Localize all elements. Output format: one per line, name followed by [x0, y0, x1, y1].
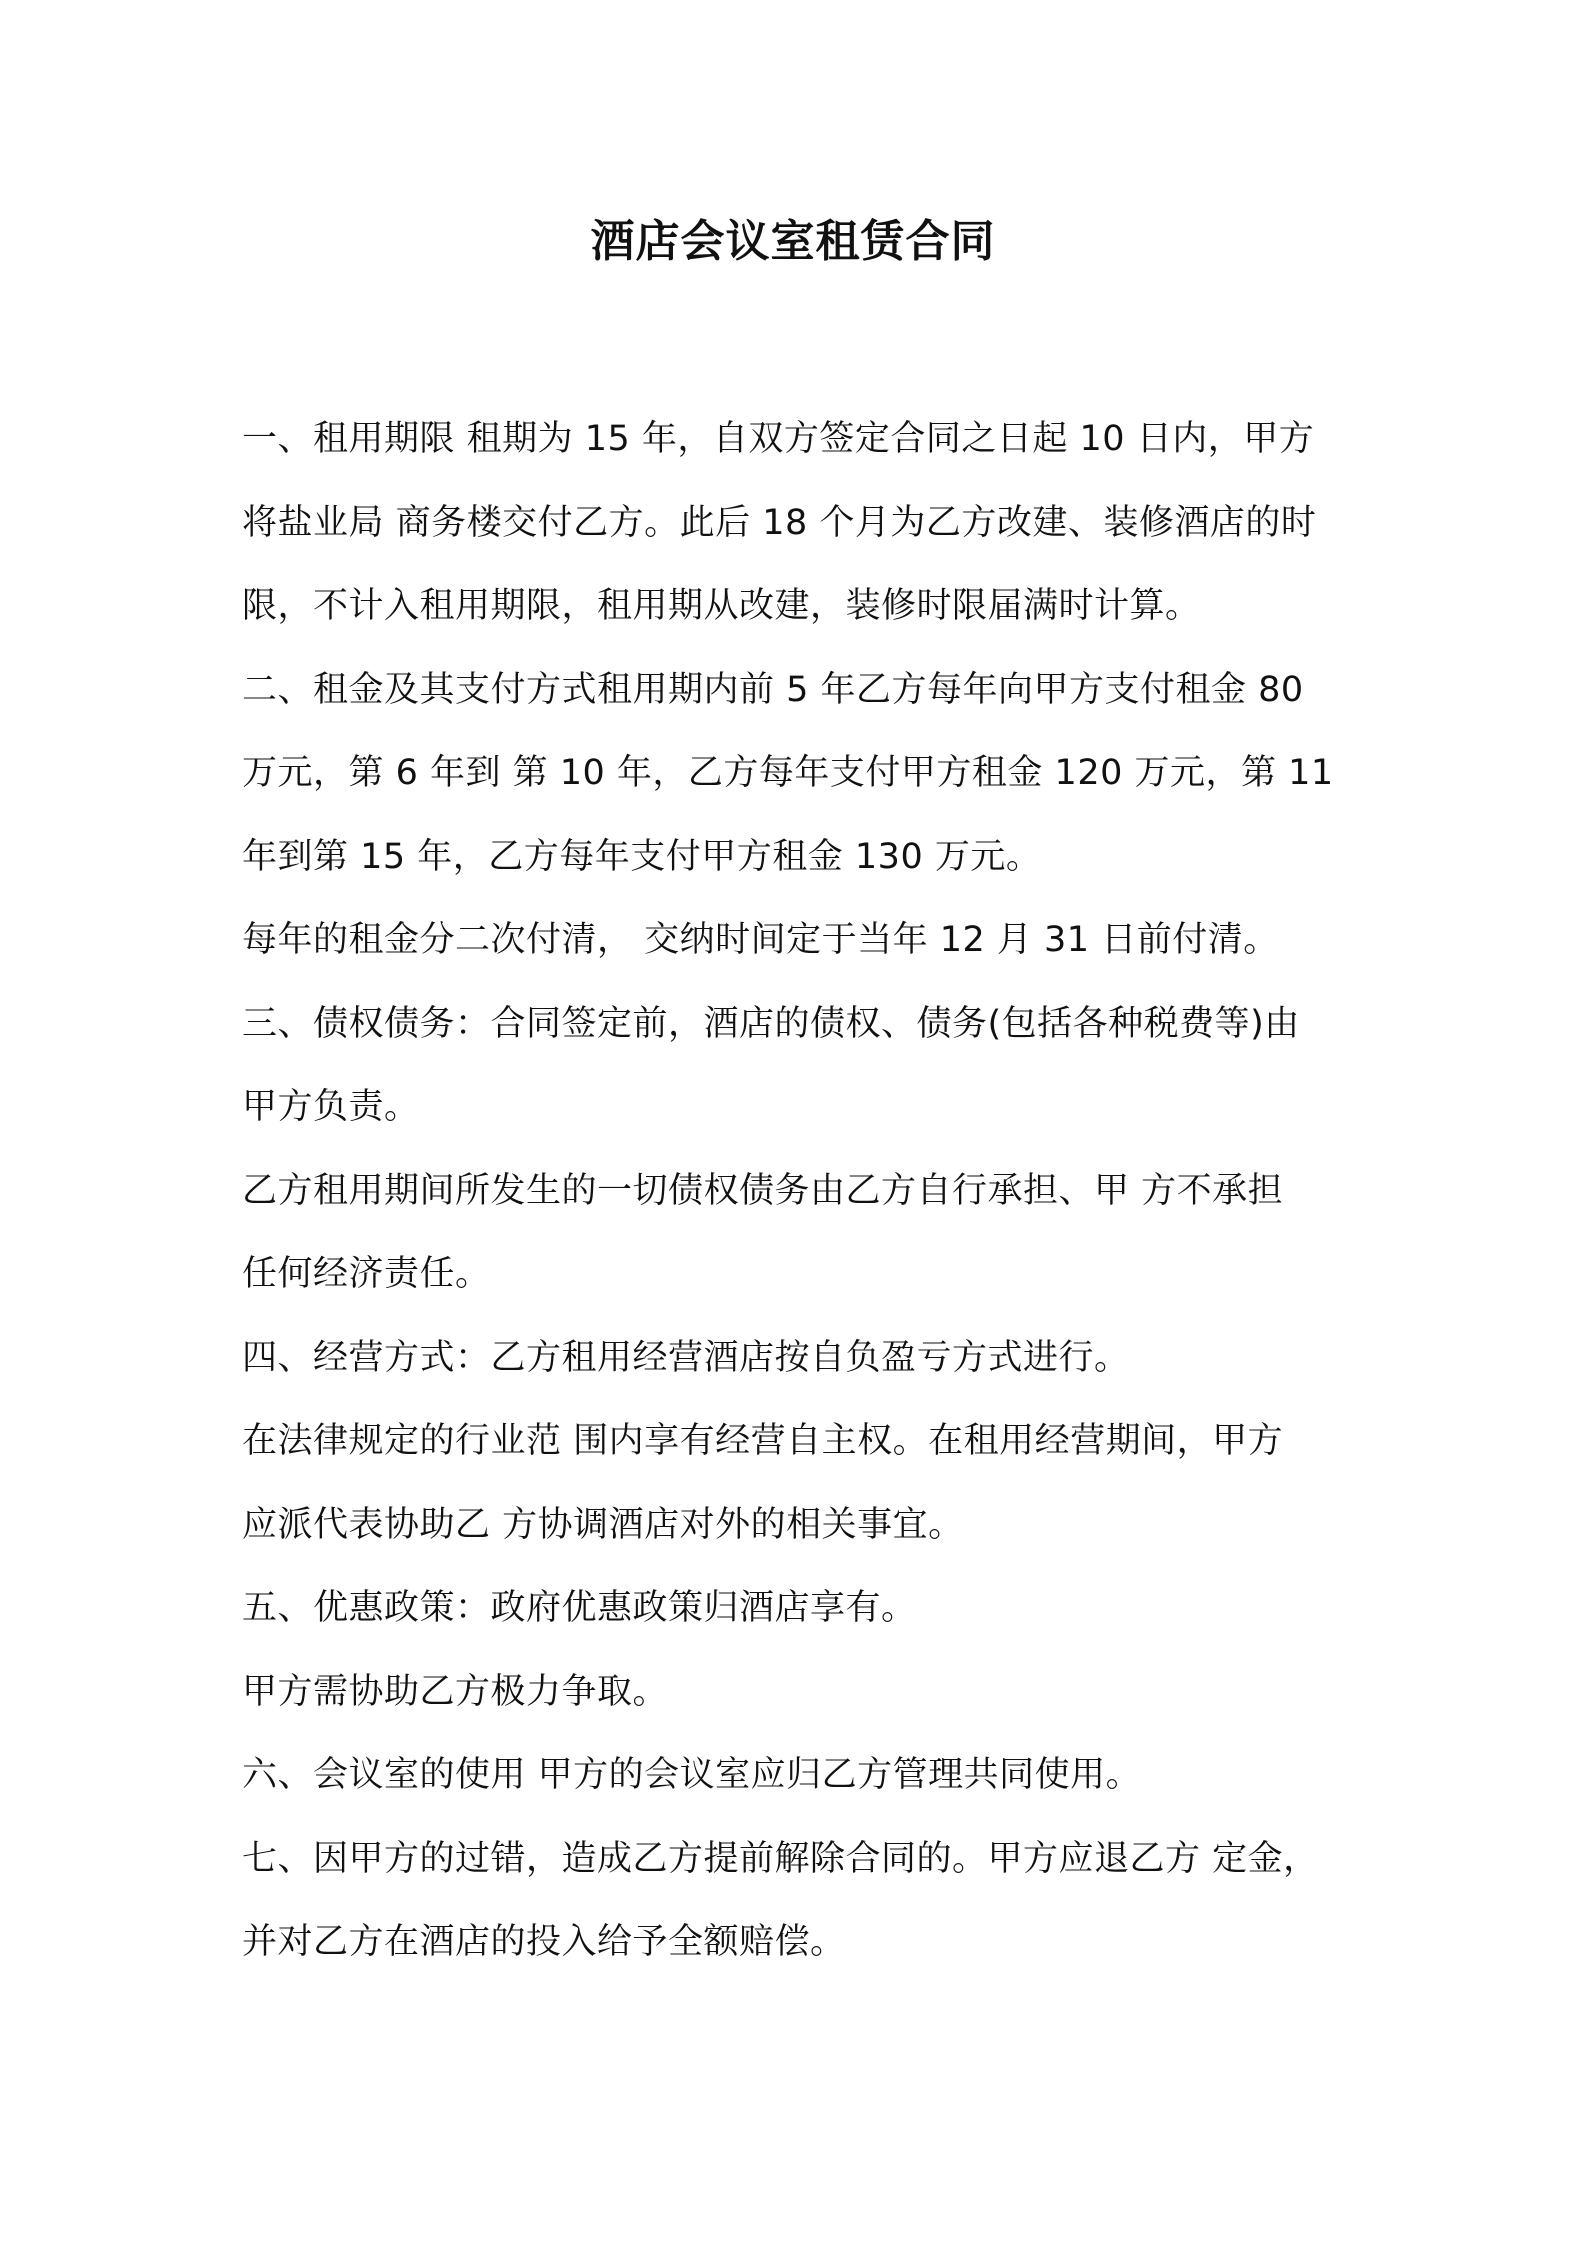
text-line: 五、优惠政策：政府优惠政策归酒店享有。 [242, 1588, 917, 1628]
text-line: 甲方负责。 [242, 1087, 420, 1127]
text-line: 一、租用期限 租期为 15 年，自双方签定合同之日起 10 日内，甲方 [242, 419, 1315, 459]
text-line: 乙方租用期间所发生的一切债权债务由乙方自行承担、甲 方不承担 [242, 1170, 1284, 1211]
document-body [242, 404, 1362, 1991]
text-line: 七、因甲方的过错，造成乙方提前解除合同的。甲方应退乙方 定金， [242, 1838, 1319, 1879]
text-line: 年到第 15 年，乙方每年支付甲方租金 130 万元。 [242, 836, 1042, 877]
text-line: 任何经济责任。 [242, 1254, 491, 1294]
text-line: 限，不计入租用期限，租用期从改建，装修时限届满时计算。 [242, 586, 1201, 626]
text-line: 二、租金及其支付方式租用期内前 5 年乙方每年向甲方支付租金 80 [242, 669, 1304, 710]
text-line: 甲方需协助乙方极力争取。 [242, 1671, 669, 1712]
text-line: 三、债权债务：合同签定前，酒店的债权、债务(包括各种税费等)由 [242, 1003, 1300, 1044]
text-line: 每年的租金分二次付清， 交纳时间定于当年 12 月 31 日前付清。 [242, 920, 1279, 960]
text-line: 四、经营方式：乙方租用经营酒店按自负盈亏方式进行。 [242, 1337, 1130, 1378]
text-line: 并对乙方在酒店的投入给予全额赔偿。 [242, 1922, 846, 1962]
text-line: 六、会议室的使用 甲方的会议室应归乙方管理共同使用。 [242, 1755, 1142, 1795]
text-line: 应派代表协助乙 方协调酒店对外的相关事宜。 [242, 1504, 964, 1545]
document-title: 酒店会议室租赁合同 [590, 216, 996, 267]
text-line: 在法律规定的行业范 围内享有经营自主权。在租用经营期间，甲方 [242, 1421, 1284, 1461]
text-line: 将盐业局 商务楼交付乙方。此后 18 个月为乙方改建、装修酒店的时 [242, 502, 1317, 543]
text-line: 万元，第 6 年到 第 10 年，乙方每年支付甲方租金 120 万元，第 11 [242, 753, 1334, 793]
